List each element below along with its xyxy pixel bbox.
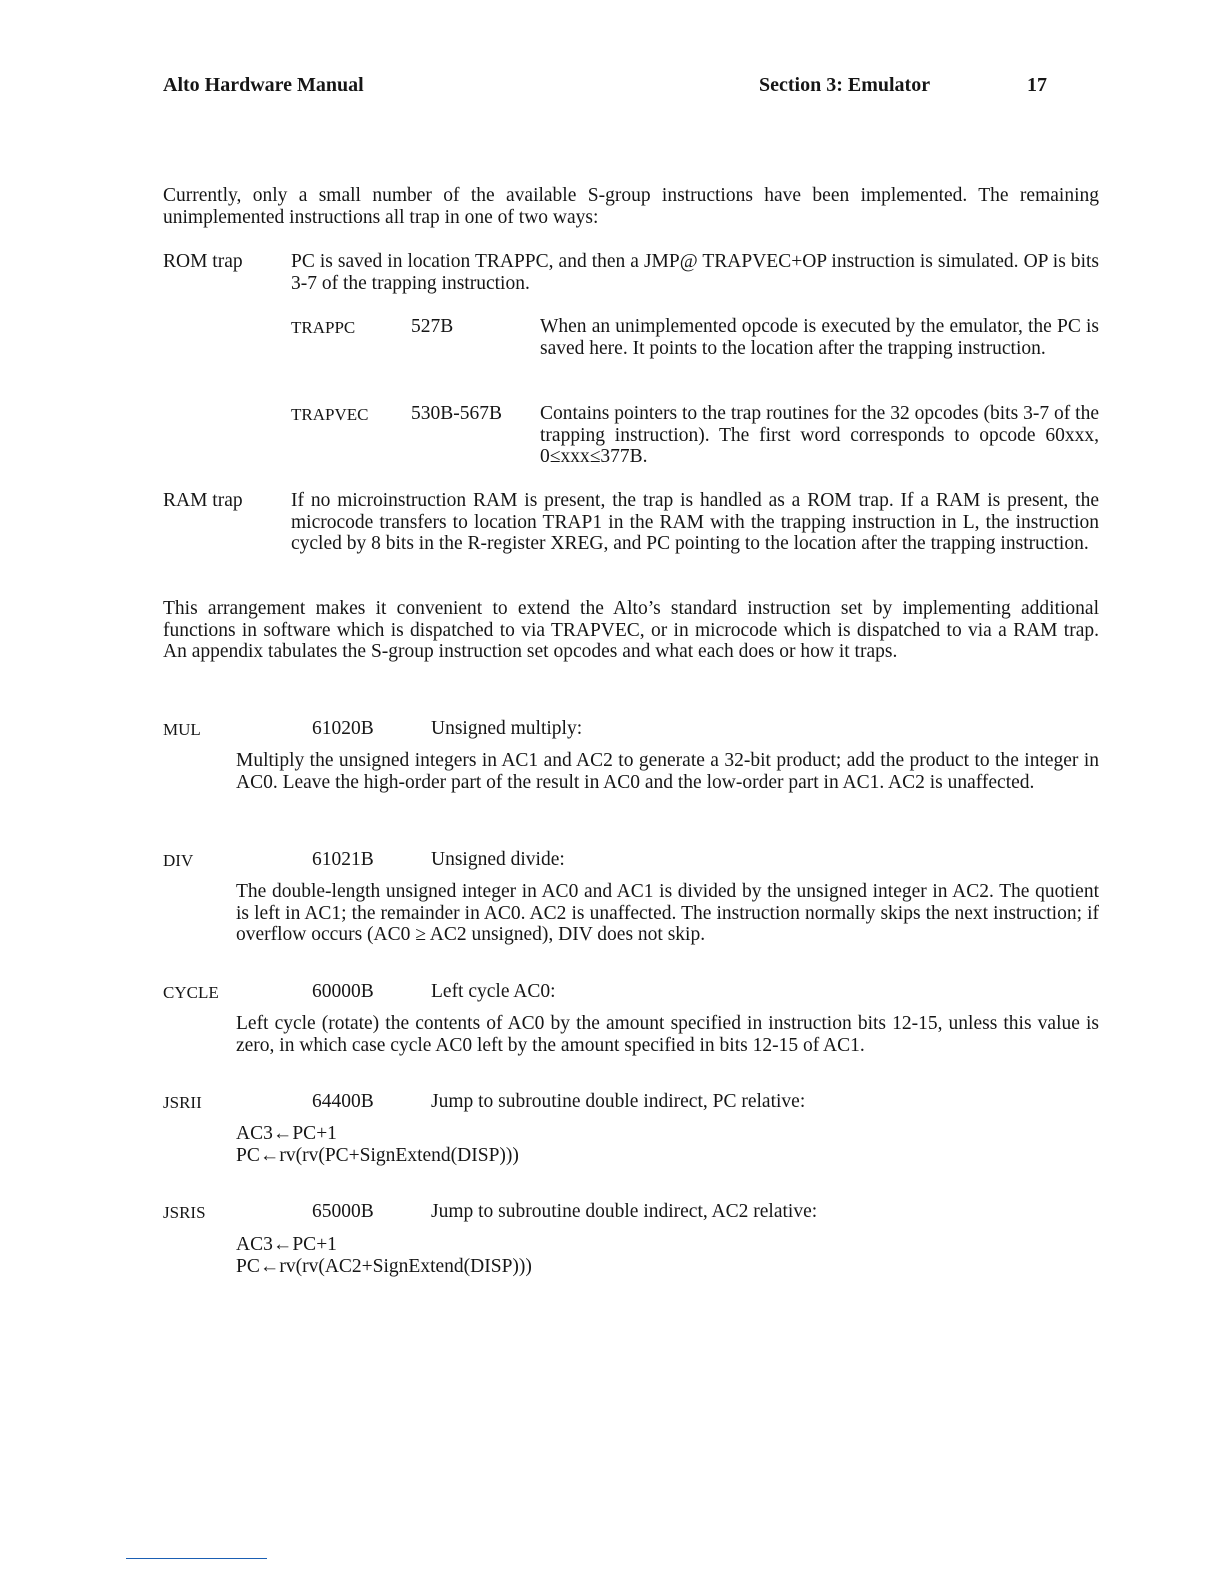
instr-opcode-mul: 61020B xyxy=(312,718,374,739)
instr-body-cycle: Left cycle (rotate) the contents of AC0 by the amount specified in instruction bits 12-15, unless this value is zero, in which case cycle AC0 left by the amount specified in bits 12-15 of AC1. xyxy=(236,1013,1099,1056)
trappc-address: 527B xyxy=(411,316,454,337)
instr-title-jsris: Jump to subroutine double indirect, AC2 relative: xyxy=(431,1201,818,1222)
ram-trap-label: RAM trap xyxy=(163,490,243,511)
instr-name-div: DIV xyxy=(163,851,194,870)
instr-code-line: PC←rv(rv(AC2+SignExtend(DISP))) xyxy=(236,1256,532,1277)
instr-name-jsris: JSRIS xyxy=(163,1203,206,1222)
instr-name-cycle: CYCLE xyxy=(163,983,219,1002)
instr-title-jsrii: Jump to subroutine double indirect, PC relative: xyxy=(431,1091,806,1112)
instr-code-line: PC←rv(rv(PC+SignExtend(DISP))) xyxy=(236,1145,519,1166)
instr-opcode-cycle: 60000B xyxy=(312,981,374,1002)
instr-body-mul: Multiply the unsigned integers in AC1 and AC2 to generate a 32-bit product; add the product to the integer in AC0. Leave the high-order part of the result in AC0 and the low-order part in AC1. AC2 is unaffected. xyxy=(236,750,1099,793)
instr-opcode-jsrii: 64400B xyxy=(312,1091,374,1112)
instr-title-div: Unsigned divide: xyxy=(431,849,565,870)
instr-title-mul: Unsigned multiply: xyxy=(431,718,583,739)
section-title: Section 3: Emulator xyxy=(759,74,931,96)
instr-title-cycle: Left cycle AC0: xyxy=(431,981,556,1002)
instr-opcode-div: 61021B xyxy=(312,849,374,870)
trappc-description: When an unimplemented opcode is executed by the emulator, the PC is saved here. It points to the location after the trapping instruction. xyxy=(540,316,1099,359)
trapvec-address: 530B-567B xyxy=(411,403,503,424)
page-number: 17 xyxy=(1027,74,1047,96)
instr-name-jsrii: JSRII xyxy=(163,1093,202,1112)
running-header: Alto Hardware Manual xyxy=(163,74,364,96)
instr-code-line: AC3←PC+1 xyxy=(236,1234,337,1255)
ram-trap-text: If no microinstruction RAM is present, the trap is handled as a ROM trap. If a RAM is present, the microcode transfers to location TRAP1 in the RAM with the trapping instruction in L, the instruction cycled by 8 bits in the R-register XREG, and PC pointing to the location after the trapping instruction. xyxy=(291,490,1099,555)
arrangement-paragraph: This arrangement makes it convenient to extend the Alto’s standard instruction set by implementing additional functions in software which is dispatched to via TRAPVEC, or in microcode which is dispatched to via a RAM trap. An appendix tabulates the S-group instruction set opcodes and what each does or how it traps. xyxy=(163,598,1099,663)
rom-trap-label: ROM trap xyxy=(163,251,243,272)
trapvec-name: TRAPVEC xyxy=(291,405,369,424)
rom-trap-text: PC is saved in location TRAPPC, and then a JMP@ TRAPVEC+OP instruction is simulated. OP is bits 3-7 of the trapping instruction. xyxy=(291,251,1099,294)
instr-name-mul: MUL xyxy=(163,720,201,739)
instr-code-line: AC3←PC+1 xyxy=(236,1123,337,1144)
trapvec-description: Contains pointers to the trap routines for the 32 opcodes (bits 3-7 of the trapping instruction). The first word corresponds to opcode 60xxx, 0≤xxx≤377B. xyxy=(540,403,1099,468)
trappc-name: TRAPPC xyxy=(291,318,356,337)
instr-opcode-jsris: 65000B xyxy=(312,1201,374,1222)
instr-body-div: The double-length unsigned integer in AC0 and AC1 is divided by the unsigned integer in AC2. The quotient is left in AC1; the remainder in AC0. AC2 is unaffected. The instruction normally skips the next instruction; if overflow occurs (AC0 ≥ AC2 unsigned), DIV does not skip. xyxy=(236,881,1099,946)
footer-rule xyxy=(126,1558,267,1559)
intro-paragraph: Currently, only a small number of the available S-group instructions have been implemented. The remaining unimplemented instructions all trap in one of two ways: xyxy=(163,185,1099,228)
